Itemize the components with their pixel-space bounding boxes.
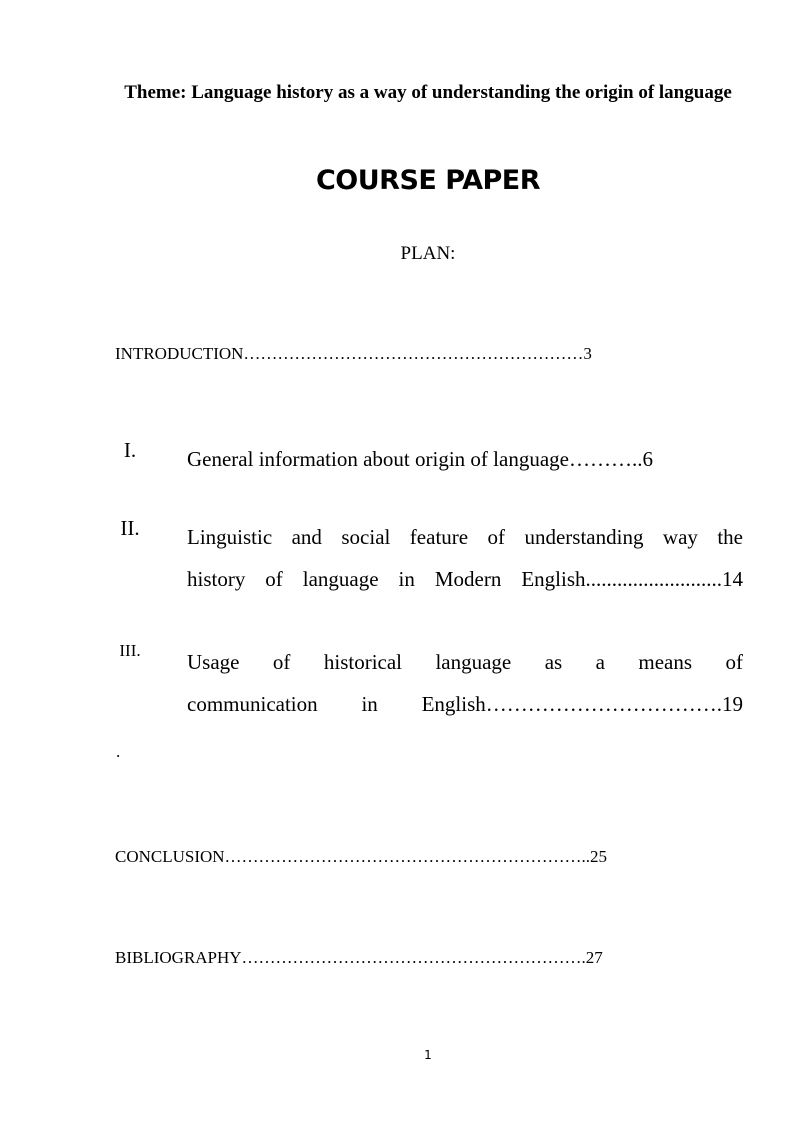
chapter-numeral: III. (119, 641, 141, 660)
chapter-title-line: history of language in Modern English..........................14 (187, 567, 743, 591)
chapter-title-line: Usage of historical language as a means of (187, 650, 743, 674)
chapter-title (187, 516, 743, 600)
plan-label: PLAN: (400, 243, 456, 264)
chapter-title-line: communication in English…………………………….19 (187, 692, 743, 716)
chapter-numeral: I. (123, 438, 137, 462)
chapter-title (187, 438, 743, 480)
toc-conclusion: CONCLUSION………………………………………………………..25 (115, 847, 608, 866)
chapter-title-line: General information about origin of language………..6 (187, 447, 653, 471)
page-number: 1 (424, 1048, 432, 1062)
stray-period: . (116, 742, 121, 761)
chapter-title-line: Linguistic and social feature of understanding way the (187, 525, 743, 549)
toc-introduction: INTRODUCTION……………………………………………………3 (115, 344, 592, 363)
course-paper-title: COURSE PAPER (315, 165, 540, 196)
theme-heading: Theme: Language history as a way of understanding the origin of language (124, 82, 732, 103)
chapter-title (187, 641, 743, 725)
chapter-numeral: II. (120, 516, 140, 540)
toc-bibliography: BIBLIOGRAPHY…………………………………………………….27 (115, 948, 603, 967)
